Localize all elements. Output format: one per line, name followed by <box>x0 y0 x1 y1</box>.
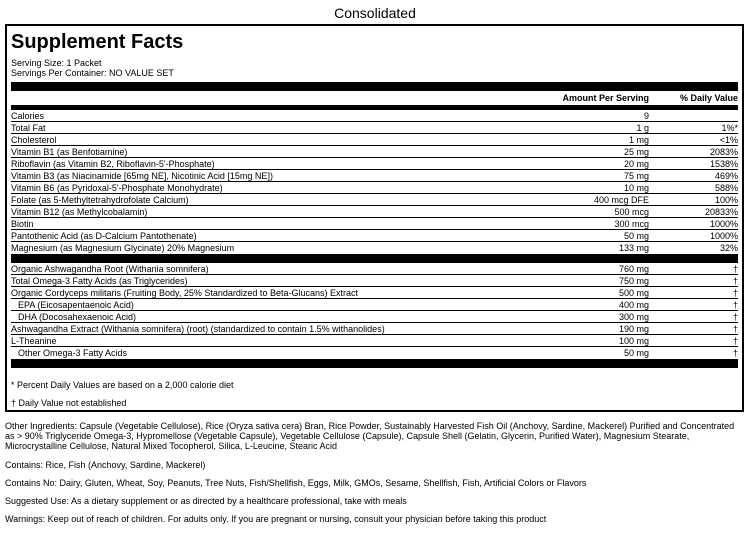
ingredient-name: Organic Ashwagandha Root (Withania somnifera) <box>11 264 209 274</box>
daily-value: 1538% <box>709 159 738 169</box>
ingredient-name: Biotin <box>11 219 34 229</box>
daily-value: † <box>732 324 738 334</box>
column-header-row <box>11 92 738 105</box>
amount-per-serving: 750 mg <box>618 276 649 286</box>
ingredient-list <box>11 263 738 359</box>
table-row <box>11 194 738 206</box>
amount-per-serving: 20 mg <box>623 159 649 169</box>
amount-per-serving: 75 mg <box>623 171 649 181</box>
amount-per-serving: 300 mcg <box>614 219 649 229</box>
ingredient-name: Total Omega-3 Fatty Acids (as Triglycerides) <box>11 276 188 286</box>
ingredient-name: Vitamin B3 (as Niacinamide [65mg NE], Nicotinic Acid [15mg NE]) <box>11 171 273 181</box>
ingredient-name: Organic Cordyceps militaris (Fruiting Body, 25% Standardized to Beta-Glucans) Extract <box>11 288 358 298</box>
ingredient-name: Ashwagandha Extract (Withania somnifera) (root) (standardized to contain 1.5% withanolides) <box>11 324 385 334</box>
daily-value: 1000% <box>709 219 738 229</box>
table-row <box>11 182 738 194</box>
divider-thick <box>11 82 738 91</box>
daily-value: <1% <box>719 135 738 145</box>
amount-per-serving: 1 mg <box>628 135 649 145</box>
ingredient-name: Other Omega-3 Fatty Acids <box>18 348 128 358</box>
daily-value: † <box>732 348 738 358</box>
table-row <box>11 275 738 287</box>
amount-per-serving: 50 mg <box>623 348 649 358</box>
footnote-dagger: † Daily Value not established <box>11 398 127 408</box>
daily-value: † <box>732 264 738 274</box>
table-row <box>11 242 738 254</box>
table-row <box>11 263 738 275</box>
amount-per-serving: 10 mg <box>623 183 649 193</box>
amount-per-serving: 400 mg <box>618 300 649 310</box>
table-row <box>11 335 738 347</box>
amount-per-serving: 1 g <box>636 123 649 133</box>
table-row <box>11 170 738 182</box>
daily-value: 1%* <box>721 123 738 133</box>
ingredient-name: Total Fat <box>11 123 46 133</box>
ingredient-name: Magnesium (as Magnesium Glycinate) 20% Magnesium <box>11 243 235 253</box>
table-row <box>11 158 738 170</box>
ingredient-name: Folate (as 5-Methyltetrahydrofolate Calcium) <box>11 195 189 205</box>
daily-value: 100% <box>714 195 738 205</box>
other-ingredients: Other Ingredients: Capsule (Vegetable Cellulose), Rice (Oryza sativa cera) Bran, Rice Powder, Sustainably Harvested Fish Oil (Anchovy, Sardine, Mackerel) Purified and Concentrated as > 90% Triglyceride Omega-3, Hypromellose (Vegetable Capsule), Vegetable Cellulose (Capsule), Capsule Shell (Gelatin, Glycerin, Purified Water), Magnesium Stearate, Microcrystalline Cellulose, Natural Mixed Tocopherol, Silica, L-Leucine, Stearic Acid <box>5 421 735 451</box>
table-row <box>11 110 738 122</box>
daily-value: † <box>732 288 738 298</box>
contains-statement: Contains: Rice, Fish (Anchovy, Sardine, Mackerel) <box>5 460 206 470</box>
amount-per-serving: 760 mg <box>618 264 649 274</box>
daily-value: † <box>732 312 738 322</box>
amount-per-serving: 50 mg <box>623 231 649 241</box>
amount-per-serving: 400 mcg DFE <box>593 195 649 205</box>
ingredient-name: EPA (Eicosapentaenoic Acid) <box>18 300 134 310</box>
table-row <box>11 230 738 242</box>
supplement-facts-panel <box>5 24 744 412</box>
header-daily-value: % Daily Value <box>679 93 738 103</box>
header-amount-per-serving: Amount Per Serving <box>562 93 649 103</box>
daily-value: † <box>732 300 738 310</box>
page-heading: Consolidated <box>334 5 416 21</box>
divider-thick <box>11 254 738 263</box>
ingredient-name: L-Theanine <box>11 336 57 346</box>
amount-per-serving: 100 mg <box>618 336 649 346</box>
servings-per-container: Servings Per Container: NO VALUE SET <box>11 68 174 78</box>
table-row <box>11 206 738 218</box>
amount-per-serving: 500 mcg <box>614 207 649 217</box>
amount-per-serving: 190 mg <box>618 324 649 334</box>
daily-value: 2083% <box>709 147 738 157</box>
amount-per-serving: 9 <box>643 111 649 121</box>
ingredient-name: Calories <box>11 111 45 121</box>
ingredient-name: Vitamin B6 (as Pyridoxal-5'-Phosphate Monohydrate) <box>11 183 223 193</box>
footnote-daily-value: * Percent Daily Values are based on a 2,000 calorie diet <box>11 380 234 390</box>
ingredient-name: Vitamin B12 (as Methylcobalamin) <box>11 207 148 217</box>
suggested-use: Suggested Use: As a dietary supplement or as directed by a healthcare professional, take with meals <box>5 496 407 506</box>
amount-per-serving: 25 mg <box>623 147 649 157</box>
serving-size: Serving Size: 1 Packet <box>11 58 102 68</box>
ingredient-name: Riboflavin (as Vitamin B2, Riboflavin-5'-Phosphate) <box>11 159 215 169</box>
contains-no-statement: Contains No: Dairy, Gluten, Wheat, Soy, Peanuts, Tree Nuts, Fish/Shellfish, Eggs, Milk, GMOs, Sesame, Shellfish, Fish, Artificial Colors or Flavors <box>5 478 587 488</box>
table-row <box>11 287 738 299</box>
daily-value: 20833% <box>704 207 738 217</box>
table-row <box>11 311 738 323</box>
amount-per-serving: 300 mg <box>618 312 649 322</box>
amount-per-serving: 500 mg <box>618 288 649 298</box>
table-row <box>11 299 738 311</box>
daily-value: 32% <box>719 243 738 253</box>
facts-title: Supplement Facts <box>11 31 184 53</box>
warnings: Warnings: Keep out of reach of children. For adults only. If you are pregnant or nursing, consult your physician before taking this product <box>5 514 547 524</box>
ingredient-name: Cholesterol <box>11 135 57 145</box>
table-row <box>11 146 738 158</box>
table-row <box>11 218 738 230</box>
daily-value: † <box>732 276 738 286</box>
amount-per-serving: 133 mg <box>618 243 649 253</box>
ingredient-name: DHA (Docosahexaenoic Acid) <box>18 312 137 322</box>
daily-value: 1000% <box>709 231 738 241</box>
table-row <box>11 122 738 134</box>
ingredient-name: Pantothenic Acid (as D-Calcium Pantothenate) <box>11 231 197 241</box>
table-row <box>11 347 738 359</box>
table-row <box>11 323 738 335</box>
daily-value: † <box>732 336 738 346</box>
nutrient-list <box>11 110 738 254</box>
daily-value: 469% <box>714 171 738 181</box>
table-row <box>11 134 738 146</box>
divider-thick <box>11 359 738 368</box>
ingredient-name: Vitamin B1 (as Benfotiamine) <box>11 147 128 157</box>
daily-value: 588% <box>714 183 738 193</box>
